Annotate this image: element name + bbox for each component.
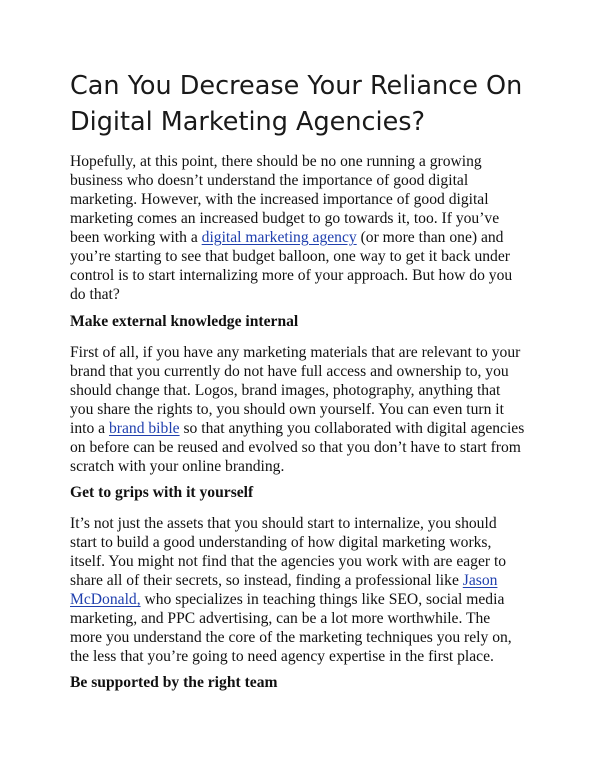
- section-heading-supported-team: Be supported by the right team: [70, 674, 278, 691]
- section2-line-7: more you understand the core of the marketing techniques you rely on,: [70, 629, 512, 646]
- section1-line-5: [70, 419, 540, 438]
- jason-mcdonald-link-part-1[interactable]: Jason: [462, 572, 498, 589]
- intro-line-8: do that?: [70, 286, 120, 303]
- intro-line-2: business who doesn’t understand the importance of good digital: [70, 172, 469, 189]
- section2-line-4: [70, 571, 540, 590]
- section1-line-6: on before can be reused and evolved so that you don’t have to start from: [70, 439, 521, 456]
- intro-line-5: [70, 228, 540, 247]
- intro-line-4: marketing comes an increased budget to go towards it, too. If you’ve: [70, 210, 500, 227]
- section1-line-7: scratch with your online branding.: [70, 458, 285, 475]
- section2-line-3: itself. You might not find that the agencies you work with are eager to: [70, 553, 507, 570]
- section1-line-2: brand that you currently do not have full access and ownership to, you: [70, 363, 509, 380]
- article-title: [70, 68, 540, 140]
- section2-line-5-post: who specializes in teaching things like SEO, social media: [140, 591, 505, 608]
- digital-marketing-agency-link[interactable]: digital marketing agency: [201, 229, 357, 246]
- section2-paragraph: [70, 514, 540, 666]
- section1-paragraph: [70, 343, 540, 476]
- article-title-line-2: Digital Marketing Agencies?: [70, 107, 426, 137]
- section1-line-5-post: so that anything you collaborated with digital agencies: [179, 420, 525, 437]
- article-title-line-1: Can You Decrease Your Reliance On: [70, 71, 523, 101]
- section2-line-4-pre: share all of their secrets, so instead, finding a professional like: [70, 572, 463, 589]
- intro-line-5-post: (or more than one) and: [356, 229, 504, 246]
- section1-line-4: you share the rights to, you should own yourself. You can even turn it: [70, 401, 504, 418]
- section2-line-2: start to build a good understanding of how digital marketing works,: [70, 534, 492, 551]
- intro-line-5-pre: been working with a: [70, 229, 202, 246]
- section2-line-6: marketing, and PPC advertising, can be a lot more worthwhile. The: [70, 610, 491, 627]
- intro-line-7: control is to start internalizing more of your approach. But how do you: [70, 267, 513, 284]
- section1-line-3: should change that. Logos, brand images, photography, anything that: [70, 382, 501, 399]
- section-heading-get-to-grips: Get to grips with it yourself: [70, 484, 254, 501]
- section2-line-8: the less that you’re going to need agency expertise in the first place.: [70, 648, 494, 665]
- section2-line-1: It’s not just the assets that you should start to internalize, you should: [70, 515, 497, 532]
- intro-line-3: marketing. However, with the increased importance of good digital: [70, 191, 489, 208]
- section-heading-external-knowledge: Make external knowledge internal: [70, 313, 299, 330]
- intro-line-1: Hopefully, at this point, there should be no one running a growing: [70, 153, 482, 170]
- intro-paragraph: [70, 152, 540, 304]
- intro-line-6: you’re starting to see that budget balloon, one way to get it back under: [70, 248, 510, 265]
- jason-mcdonald-link-part-2[interactable]: McDonald,: [70, 591, 141, 608]
- section2-line-5: [70, 590, 540, 609]
- brand-bible-link[interactable]: brand bible: [108, 420, 180, 437]
- section1-line-1: First of all, if you have any marketing materials that are relevant to your: [70, 344, 521, 361]
- section1-line-5-pre: into a: [70, 420, 109, 437]
